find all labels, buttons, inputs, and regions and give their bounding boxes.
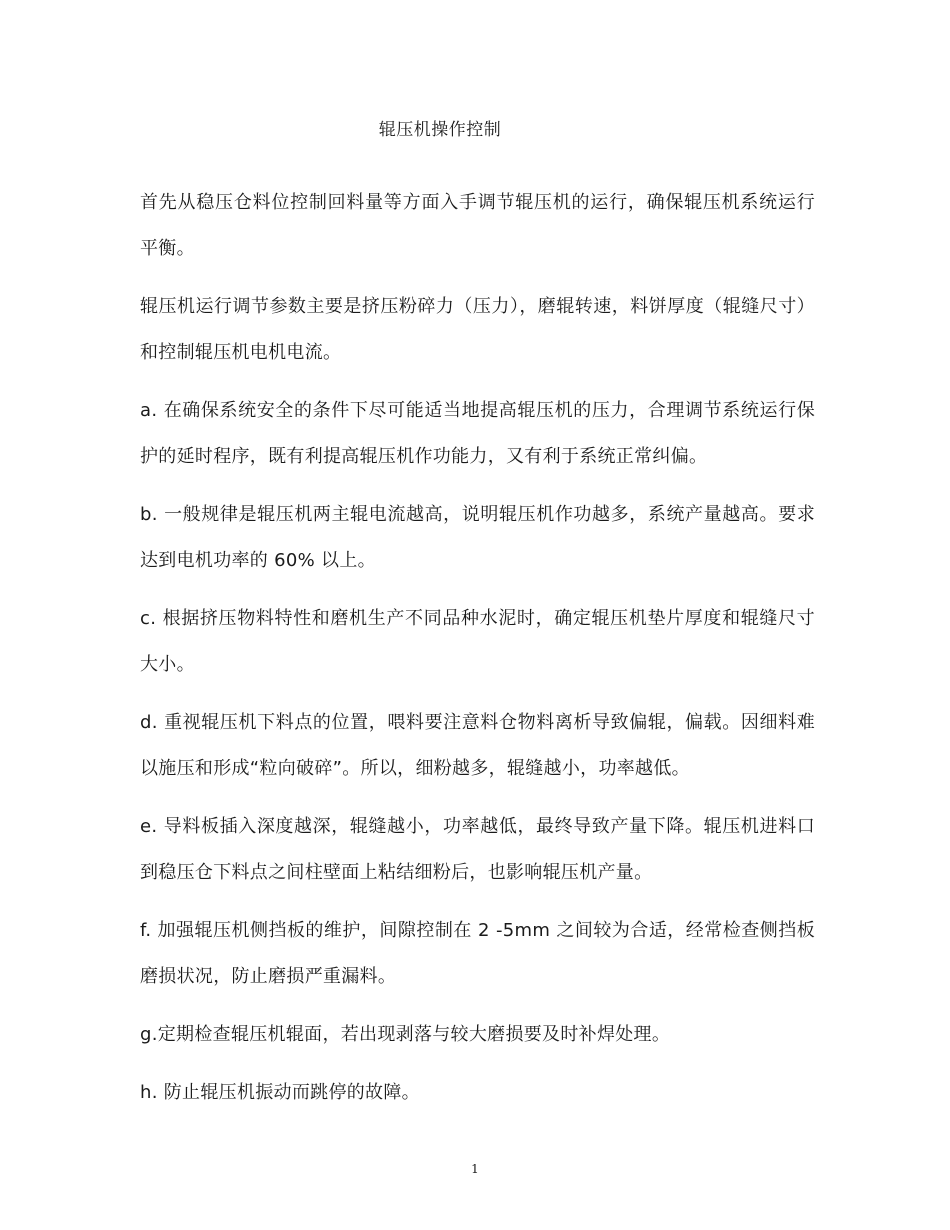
document-title-text: 辊压机操作控制 [378,120,502,140]
paragraph-item-c: c. 根据挤压物料特性和磨机生产不同品种水泥时，确定辊压机垫片厚度和辊缝尺寸大小。 [140,608,815,675]
document-body [140,180,815,1128]
paragraph-item-g: g.定期检查辊压机辊面，若出现剥落与较大磨损要及时补焊处理。 [140,1024,671,1045]
paragraph-parameters: 辊压机运行调节参数主要是挤压粉碎力（压力），磨辊转速，料饼厚度（辊缝尺寸）和控制辊压机电机电流。 [140,296,815,363]
document-title [0,118,950,142]
paragraph-item-h: h. 防止辊压机振动而跳停的故障。 [140,1082,420,1103]
paragraph-item-b: b. 一般规律是辊压机两主辊电流越高，说明辊压机作功越多，系统产量越高。要求达到电机功率的 60% 以上。 [140,504,815,571]
paragraph-item-d: d. 重视辊压机下料点的位置，喂料要注意料仓物料离析导致偏辊，偏载。因细料难以施压和形成“粒向破碎”。所以，细粉越多，辊缝越小，功率越低。 [140,712,815,779]
paragraph-item-e: e. 导料板插入深度越深，辊缝越小，功率越低，最终导致产量下降。辊压机进料口到稳压仓下料点之间柱壁面上粘结细粉后，也影响辊压机产量。 [140,816,815,883]
page-number: 1 [471,1162,479,1176]
paragraph-intro: 首先从稳压仓料位控制回料量等方面入手调节辊压机的运行，确保辊压机系统运行平衡。 [140,192,815,259]
paragraph-item-a: a. 在确保系统安全的条件下尽可能适当地提高辊压机的压力，合理调节系统运行保护的延时程序，既有利提高辊压机作功能力，又有利于系统正常纠偏。 [140,400,815,467]
paragraph-item-f: f. 加强辊压机侧挡板的维护，间隙控制在 2 -5mm 之间较为合适，经常检查侧挡板磨损状况，防止磨损严重漏料。 [140,920,815,987]
